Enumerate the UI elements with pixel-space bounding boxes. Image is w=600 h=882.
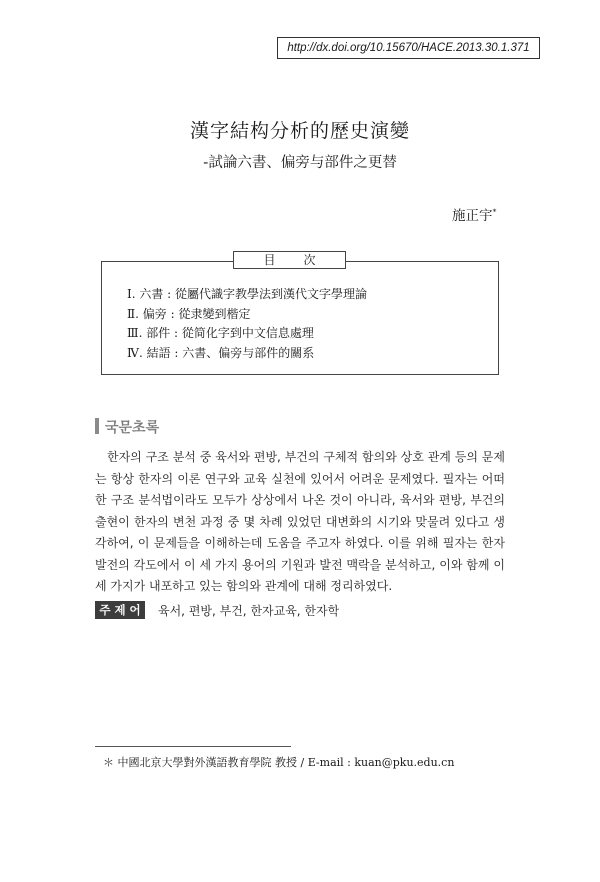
keywords-label: 주 제 어 (95, 601, 145, 619)
author (452, 204, 497, 224)
toc-item: Ⅱ. 偏旁 : 從隶變到楷定 (127, 306, 251, 321)
footnote-divider (95, 746, 291, 747)
abstract-body: 한자의 구조 분석 중 육서와 편방, 부건의 구체적 함의와 상호 관계 등의 문제는 항상 한자의 이론 연구와 교육 실천에 있어서 어려운 문제였다. 필자는 어떠한 구조 분석법이라도 모두가 상상에서 나온 것이 아니라, 육서와 편방, 부건의 출현이 한자의 변천 과정 중 몇 차례 있었던 대변화의 시기와 맞물려 있다고 생각하여, 이 문제들을 이해하는데 도움을 주고자 하였다. 이를 위해 필자는 한자 발전의 각도에서 이 세 가지 용어의 기원과 발전 맥락을 분석하고, 이와 함께 이 세 가지가 내포하고 있는 함의와 관계에 대해 정리하였다. (95, 450, 505, 593)
keywords-text: 육서, 편방, 부건, 한자교육, 한자학 (158, 604, 340, 618)
toc-item: Ⅰ. 六書 : 從屬代識字教學法到漢代文字學理論 (127, 287, 368, 301)
toc-list (127, 285, 367, 363)
doi-box (277, 37, 540, 59)
article-subtitle: -試論六書、偏旁与部件之更替 (203, 155, 397, 171)
toc-item: Ⅲ. 部件 : 從简化字到中文信息處理 (127, 326, 314, 340)
footnote: ＊ 中國北京大學對外漢語教育學院 教授 / E-mail : kuan@pku.edu.cn (103, 756, 455, 769)
article-title: 漢字結构分析的歷史演變 (189, 120, 410, 142)
toc-heading: 目次 (233, 251, 346, 269)
author-name: 施正宇 (452, 208, 493, 224)
doi-link[interactable]: http://dx.doi.org/10.15670/HACE.2013.30.1.371 (287, 42, 530, 54)
abstract-heading (95, 417, 159, 437)
toc-item: Ⅳ. 結語 : 六書、偏旁与部件的關系 (127, 345, 315, 360)
abstract-heading-text: 국문초록 (105, 420, 160, 436)
author-footnote-mark: * (492, 207, 497, 217)
